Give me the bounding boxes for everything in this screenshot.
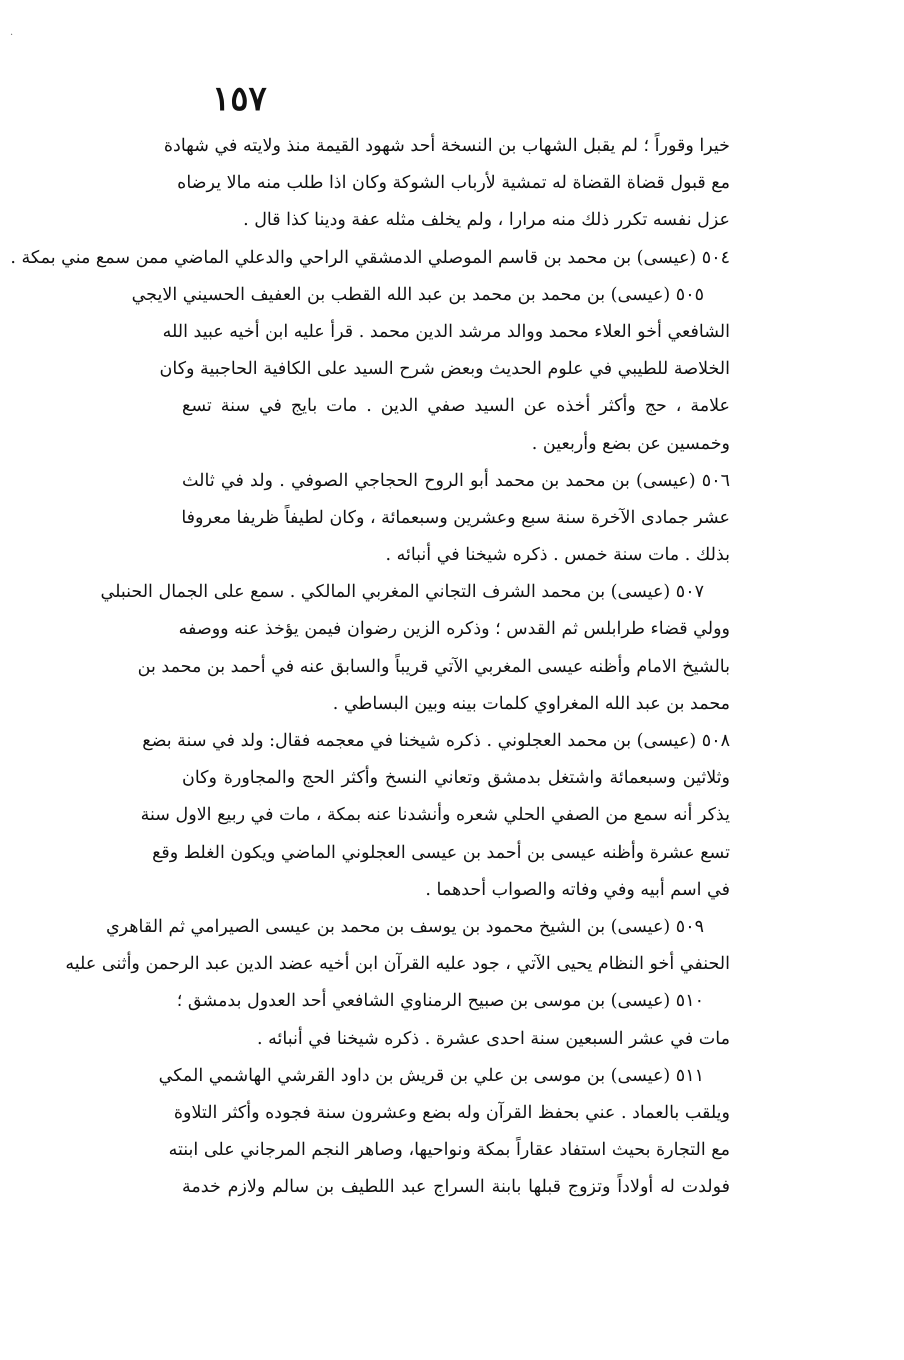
text-line: ويلقب بالعماد . عني بحفظ القرآن وله بضع وعشرون سنة فجوده وأكثر التلاوة bbox=[173, 1102, 730, 1123]
text-line: عشر جمادى الآخرة سنة سبع وعشرين وسبعمائة ، وكان لطيفاً ظريفا معروفا bbox=[181, 507, 730, 528]
text-line: محمد بن عبد الله المغراوي كلمات بينه وبين البساطي . bbox=[332, 693, 730, 714]
text-line: بذلك . مات سنة خمس . ذكره شيخنا في أنبائه . bbox=[385, 545, 730, 566]
text-line: ٥٠٩ (عيسى) بن الشيخ محمود بن يوسف بن محمد بن عيسى الصيرامي ثم القاهري bbox=[105, 916, 704, 937]
text-line: عزل نفسه تكرر ذلك منه مرارا ، ولم يخلف مثله عفة ودينا كذا قال . bbox=[243, 210, 730, 231]
text-line: في اسم أبيه وفي وفاته والصواب أحدهما . bbox=[425, 879, 730, 900]
text-line: ٥٠٦ (عيسى) بن محمد بن محمد أبو الروح الحجاجي الصوفي . ولد في ثالث bbox=[182, 470, 730, 491]
text-line: وخمسين عن بضع وأربعين . bbox=[531, 433, 730, 454]
text-line: فولدت له أولاداً وتزوج قبلها بابنة السراج عبد اللطيف بن سالم ولازم خدمة bbox=[182, 1177, 730, 1198]
text-line: بالشيخ الامام وأظنه عيسى المغربي الآتي قريباً والسابق عنه في أحمد بن محمد بن bbox=[137, 656, 730, 677]
text-line: ٥٠٧ (عيسى) بن محمد الشرف التجاني المغربي المالكي . سمع على الجمال الحنبلي bbox=[100, 582, 704, 603]
text-line: مع التجارة بحيث استفاد عقاراً بمكة ونواحيها، وصاهر النجم المرجاني على ابنته bbox=[168, 1140, 730, 1161]
scan-speck: · bbox=[10, 30, 14, 41]
text-line: وثلاثين وسبعمائة واشتغل بدمشق وتعاني النسخ وأكثر الحج والمجاورة وكان bbox=[182, 768, 730, 789]
text-line: مات في عشر السبعين سنة احدى عشرة . ذكره شيخنا في أنبائه . bbox=[257, 1028, 730, 1049]
page-number: ١٥٧ bbox=[212, 79, 267, 119]
text-line: علامة ، حج وأكثر أخذه عن السيد صفي الدين . مات بايج في سنة تسع bbox=[182, 396, 730, 417]
text-line: الشافعي أخو العلاء محمد ووالد مرشد الدين محمد . قرأ عليه ابن أخيه عبيد الله bbox=[162, 321, 730, 342]
text-line: خيرا وقوراً ؛ لم يقبل الشهاب بن النسخة أحد شهود القيمة منذ ولايته في شهادة bbox=[163, 136, 730, 156]
text-line: ٥١١ (عيسى) بن موسى بن علي بن قريش بن داود القرشي الهاشمي المكي bbox=[158, 1065, 704, 1086]
text-line: ٥٠٨ (عيسى) بن محمد العجلوني . ذكره شيخنا في معجمه فقال: ولد في سنة بضع bbox=[142, 731, 730, 751]
text-line: الحنفي أخو النظام يحيى الآتي ، جود عليه القرآن ابن أخيه عضد الدين عبد الرحمن وأثنى عليه bbox=[65, 954, 730, 975]
text-line: الخلاصة للطيبي في علوم الحديث وبعض شرح السيد على الكافية الحاجبية وكان bbox=[159, 359, 730, 380]
text-line: يذكر أنه سمع من الصفي الحلي شعره وأنشدنا عنه بمكة ، مات في ربيع الاول سنة bbox=[140, 805, 730, 826]
text-line: ٥١٠ (عيسى) بن موسى بن صبيح الرمناوي الشافعي أحد العدول بدمشق ؛ bbox=[176, 991, 704, 1012]
text-line: ٥٠٤ (عيسى) بن محمد بن قاسم الموصلي الدمشقي الراحي والدعلي الماضي ممن سمع مني بمكة . bbox=[10, 247, 730, 268]
text-line: مع قبول قضاة القضاة له تمشية لأرباب الشوكة وكان اذا طلب منه مالا يرضاه bbox=[177, 173, 730, 194]
text-line: ٥٠٥ (عيسى) بن محمد بن محمد بن عبد الله القطب بن العفيف الحسيني الايجي bbox=[131, 284, 704, 305]
page-body-text bbox=[10, 128, 730, 1206]
text-line: وولي قضاء طرابلس ثم القدس ؛ وذكره الزين رضوان فيمن يؤخذ عنه ووصفه bbox=[178, 619, 730, 640]
text-line: تسع عشرة وأظنه عيسى بن أحمد بن عيسى العجلوني الماضي ويكون الغلط وقع bbox=[152, 842, 730, 863]
